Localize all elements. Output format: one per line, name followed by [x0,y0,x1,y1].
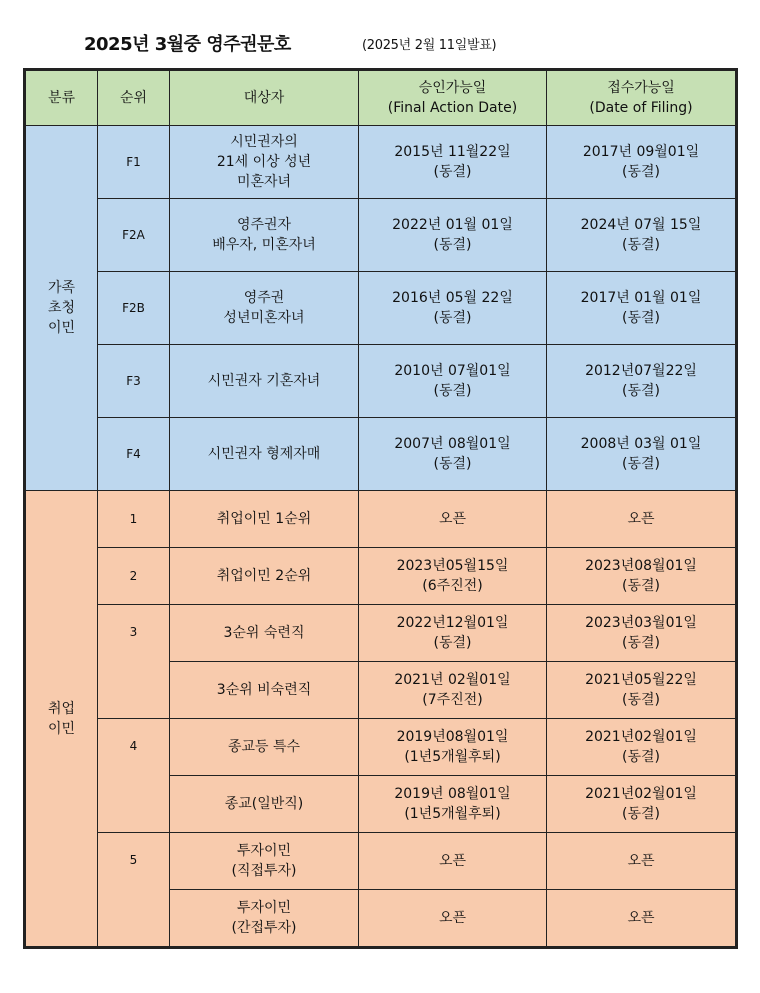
filing-cell: 2023년08월01일 (동결) [547,548,736,605]
category-employment: 취업 이민 [26,491,98,947]
rank-cell: 1 [98,491,170,548]
table-row [26,126,736,199]
final-action-cell: 오픈 [359,491,547,548]
rank-cell: F2A [98,199,170,272]
filing-cell: 2017년 09월01일 (동결) [547,126,736,199]
rank-cell: F3 [98,345,170,418]
page-title: 2025년 3월중 영주권문호 [84,34,291,55]
final-action-cell: 2016년 05월 22일 (동결) [359,272,547,345]
filing-cell: 오픈 [547,833,736,890]
target-cell: 종교(일반직) [170,776,359,833]
filing-cell: 2021년02월01일 (동결) [547,776,736,833]
table-row [26,491,736,548]
filing-cell: 2024년 07월 15일 (동결) [547,199,736,272]
filing-cell: 오픈 [547,491,736,548]
rank-cell: 3 [98,605,170,719]
final-action-cell: 2019년 08월01일 (1년5개월후퇴) [359,776,547,833]
visa-bulletin-table [25,70,736,947]
target-cell: 영주권 성년미혼자녀 [170,272,359,345]
target-cell: 투자이민 (직접투자) [170,833,359,890]
header-row [26,71,736,126]
final-action-cell: 오픈 [359,833,547,890]
filing-cell: 2008년 03월 01일 (동결) [547,418,736,491]
target-cell: 시민권자의 21세 이상 성년 미혼자녀 [170,126,359,199]
target-cell: 시민권자 기혼자녀 [170,345,359,418]
col-header-rank: 순위 [98,71,170,126]
filing-cell: 2023년03월01일 (동결) [547,605,736,662]
col-header-final-action: 승인가능일 (Final Action Date) [359,71,547,126]
final-action-cell: 2023년05월15일 (6주진전) [359,548,547,605]
table-row [26,548,736,605]
rank-cell: 5 [98,833,170,947]
table-row [26,272,736,345]
col-header-category: 분류 [26,71,98,126]
table-row [26,345,736,418]
target-cell: 취업이민 1순위 [170,491,359,548]
final-action-cell: 2007년 08월01일 (동결) [359,418,547,491]
table-row [26,418,736,491]
table-row [26,833,736,890]
target-cell: 3순위 비숙련직 [170,662,359,719]
final-action-cell: 2019년08월01일 (1년5개월후퇴) [359,719,547,776]
rank-cell: F1 [98,126,170,199]
target-cell: 영주권자 배우자, 미혼자녀 [170,199,359,272]
target-cell: 취업이민 2순위 [170,548,359,605]
final-action-cell: 2015년 11월22일 (동결) [359,126,547,199]
filing-cell: 2021년02월01일 (동결) [547,719,736,776]
filing-cell: 2021년05월22일 (동결) [547,662,736,719]
col-header-target: 대상자 [170,71,359,126]
final-action-cell: 2022년 01월 01일 (동결) [359,199,547,272]
final-action-cell: 2022년12월01일 (동결) [359,605,547,662]
table-row [26,605,736,662]
col-header-filing: 접수가능일 (Date of Filing) [547,71,736,126]
rank-cell: 2 [98,548,170,605]
target-cell: 종교등 특수 [170,719,359,776]
final-action-cell: 2010년 07월01일 (동결) [359,345,547,418]
announcement-date: (2025년 2월 11일발표) [362,38,497,53]
rank-cell: 4 [98,719,170,833]
final-action-cell: 오픈 [359,890,547,947]
target-cell: 시민권자 형제자매 [170,418,359,491]
filing-cell: 2012년07월22일 (동결) [547,345,736,418]
table-row [26,719,736,776]
category-family: 가족 초청 이민 [26,126,98,491]
rank-cell: F4 [98,418,170,491]
filing-cell: 오픈 [547,890,736,947]
rank-cell: F2B [98,272,170,345]
filing-cell: 2017년 01월 01일 (동결) [547,272,736,345]
final-action-cell: 2021년 02월01일 (7주진전) [359,662,547,719]
table-row [26,199,736,272]
target-cell: 투자이민 (간접투자) [170,890,359,947]
target-cell: 3순위 숙련직 [170,605,359,662]
